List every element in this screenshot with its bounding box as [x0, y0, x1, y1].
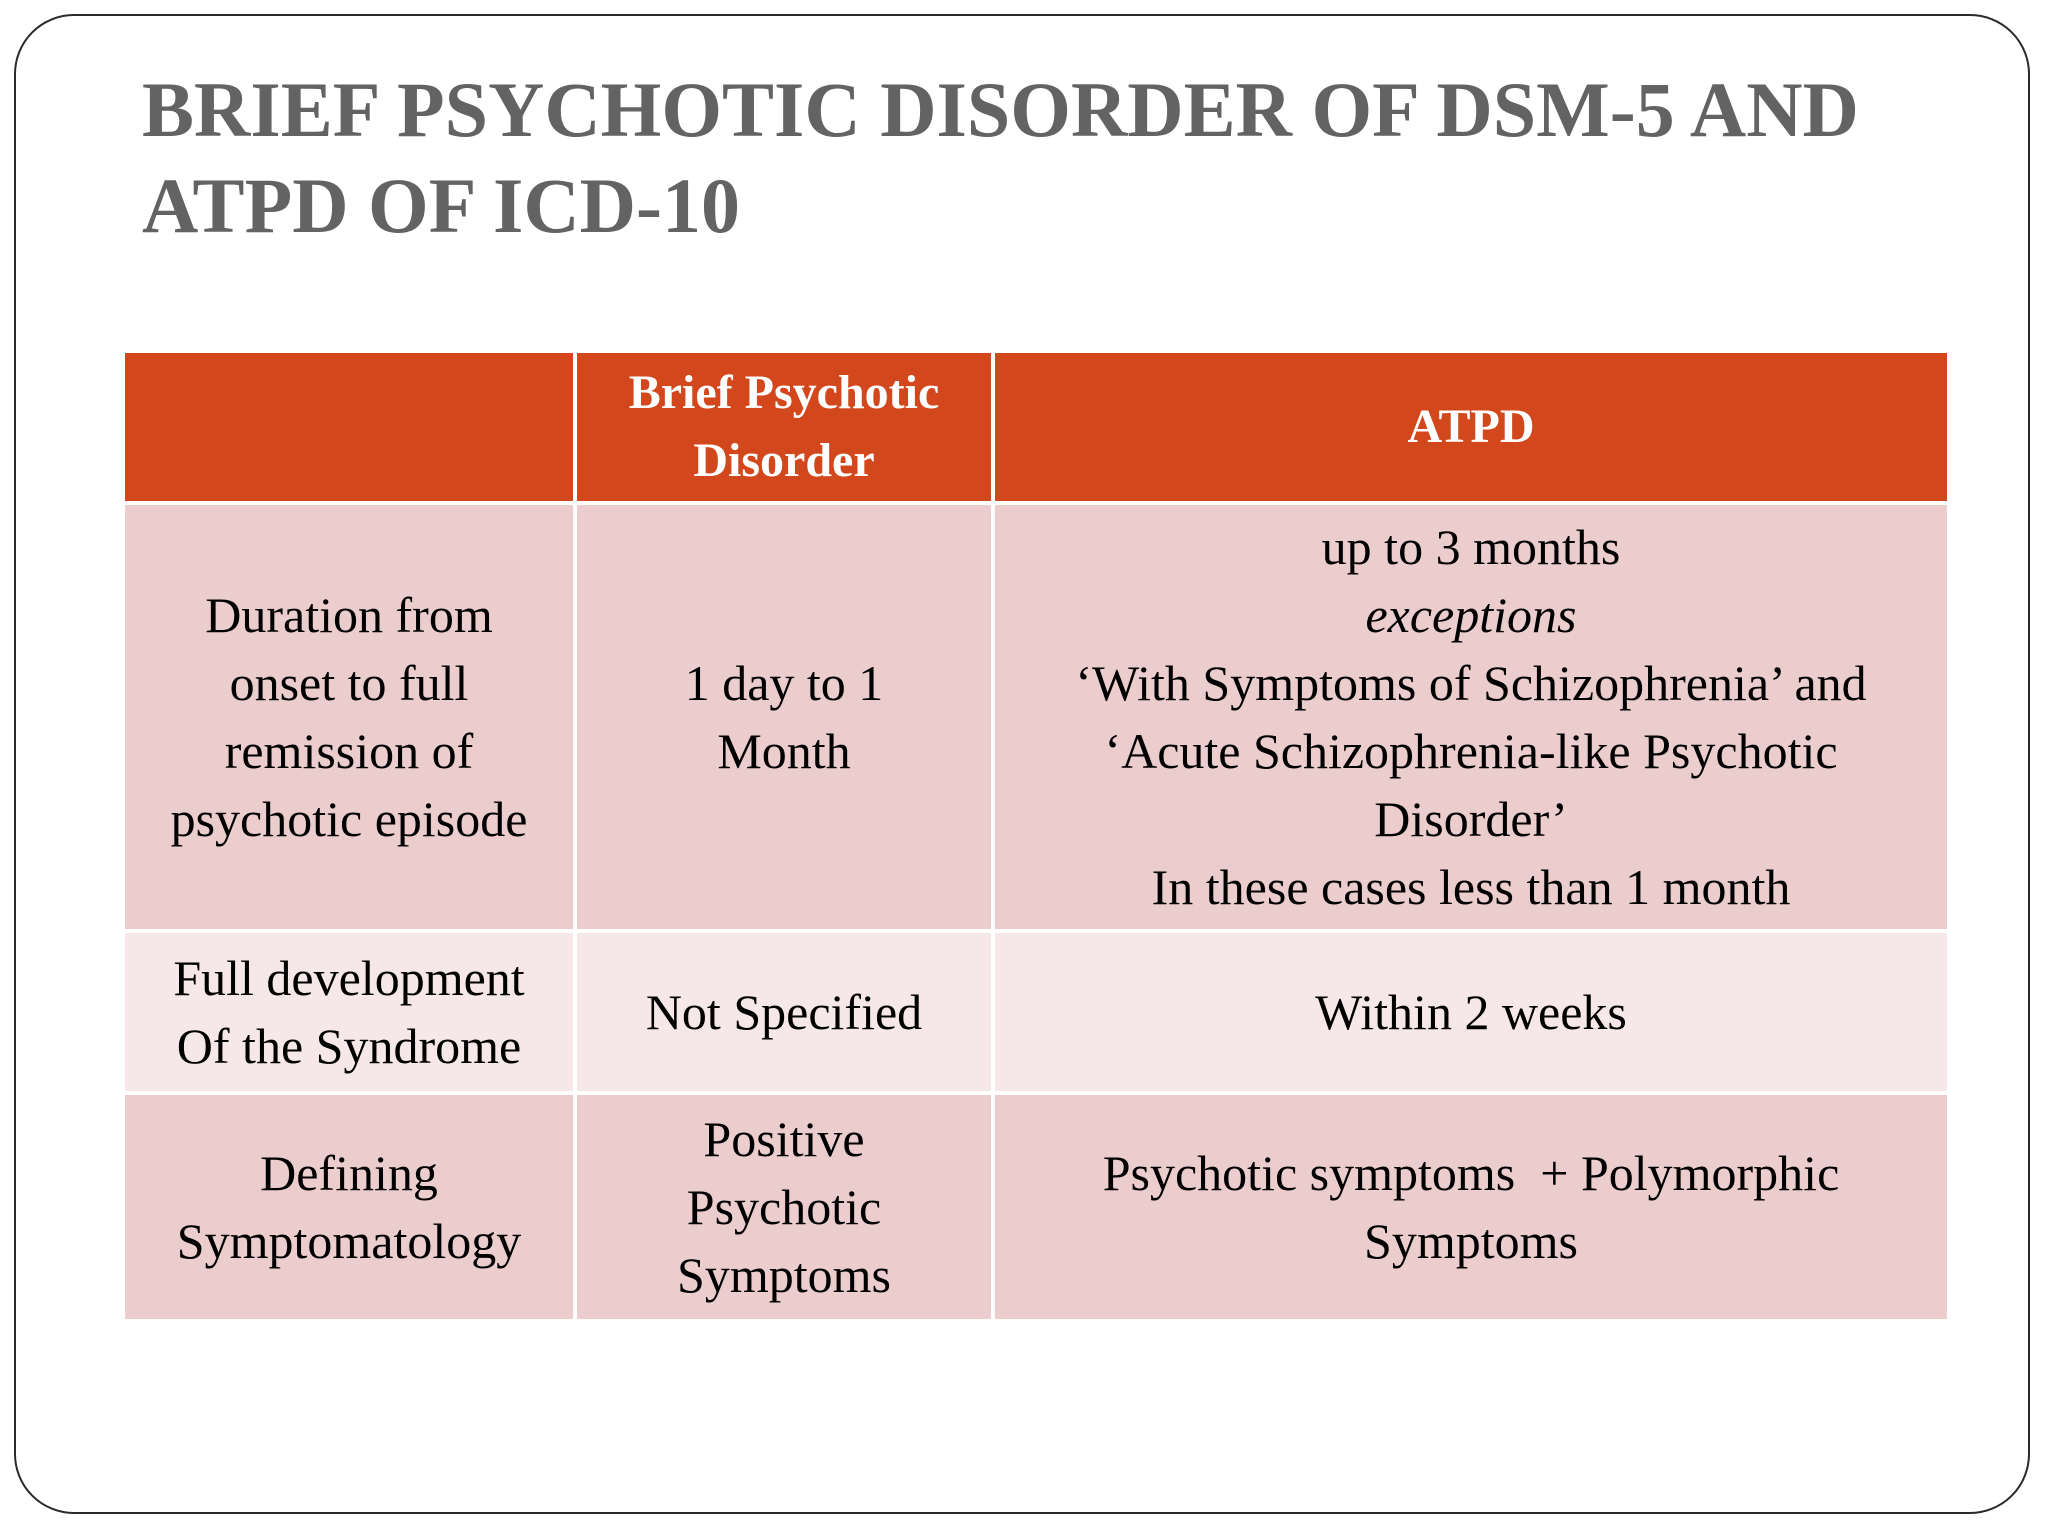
table-header-row: [123, 351, 1949, 503]
slide-title: [142, 62, 1962, 254]
label-line: Full development: [173, 950, 525, 1006]
cell-line: Positive: [703, 1111, 865, 1167]
slide-title-line-2: ATPD OF ICD-10: [142, 162, 740, 249]
row-label-duration: [123, 503, 575, 931]
cell-line: Within 2 weeks: [1315, 984, 1627, 1040]
cell-line: Disorder’: [1374, 791, 1568, 847]
cell-line: In these cases less than 1 month: [1151, 859, 1791, 915]
cell-line: 1 day to 1: [684, 655, 884, 711]
cell-atpd-duration: [993, 503, 1949, 931]
table-row-symptomatology: [123, 1093, 1949, 1321]
label-line: Defining: [260, 1145, 438, 1201]
cell-bpd-symptomatology: [575, 1093, 993, 1321]
cell-line: Not Specified: [645, 984, 923, 1040]
cell-bpd-duration: [575, 503, 993, 931]
cell-line: Symptoms: [677, 1247, 891, 1303]
header-label-bpd: Brief Psychotic Disorder: [628, 366, 940, 487]
header-cell-empty: [123, 351, 575, 503]
cell-atpd-symptomatology: [993, 1093, 1949, 1321]
label-line: remission of: [224, 723, 474, 779]
label-line: onset to full: [229, 655, 469, 711]
label-line: psychotic episode: [170, 791, 528, 847]
cell-line: ‘Acute Schizophrenia-like Psychotic: [1104, 723, 1838, 779]
slide-title-line-1: BRIEF PSYCHOTIC DISORDER OF DSM-5 AND: [142, 66, 1859, 153]
cell-line-exceptions: exceptions: [1365, 587, 1577, 643]
label-line: Duration from: [205, 587, 493, 643]
cell-line: ‘With Symptoms of Schizophrenia’ and: [1075, 655, 1867, 711]
cell-line: up to 3 months: [1321, 519, 1621, 575]
cell-line: Psychotic: [686, 1179, 882, 1235]
row-label-symptomatology: [123, 1093, 575, 1321]
comparison-table: [121, 349, 1951, 1323]
cell-line: Month: [717, 723, 851, 779]
header-cell-brief-psychotic-disorder: [575, 351, 993, 503]
cell-line: Symptoms: [1364, 1213, 1578, 1269]
cell-bpd-development: [575, 931, 993, 1093]
table-row-duration: [123, 503, 1949, 931]
row-label-development: [123, 931, 575, 1093]
header-cell-atpd: ATPD: [993, 351, 1949, 503]
cell-line: Psychotic symptoms + Polymorphic: [1102, 1145, 1840, 1201]
label-line: Symptomatology: [176, 1213, 522, 1269]
label-line: Of the Syndrome: [176, 1018, 522, 1074]
cell-atpd-development: [993, 931, 1949, 1093]
table-row-development: [123, 931, 1949, 1093]
